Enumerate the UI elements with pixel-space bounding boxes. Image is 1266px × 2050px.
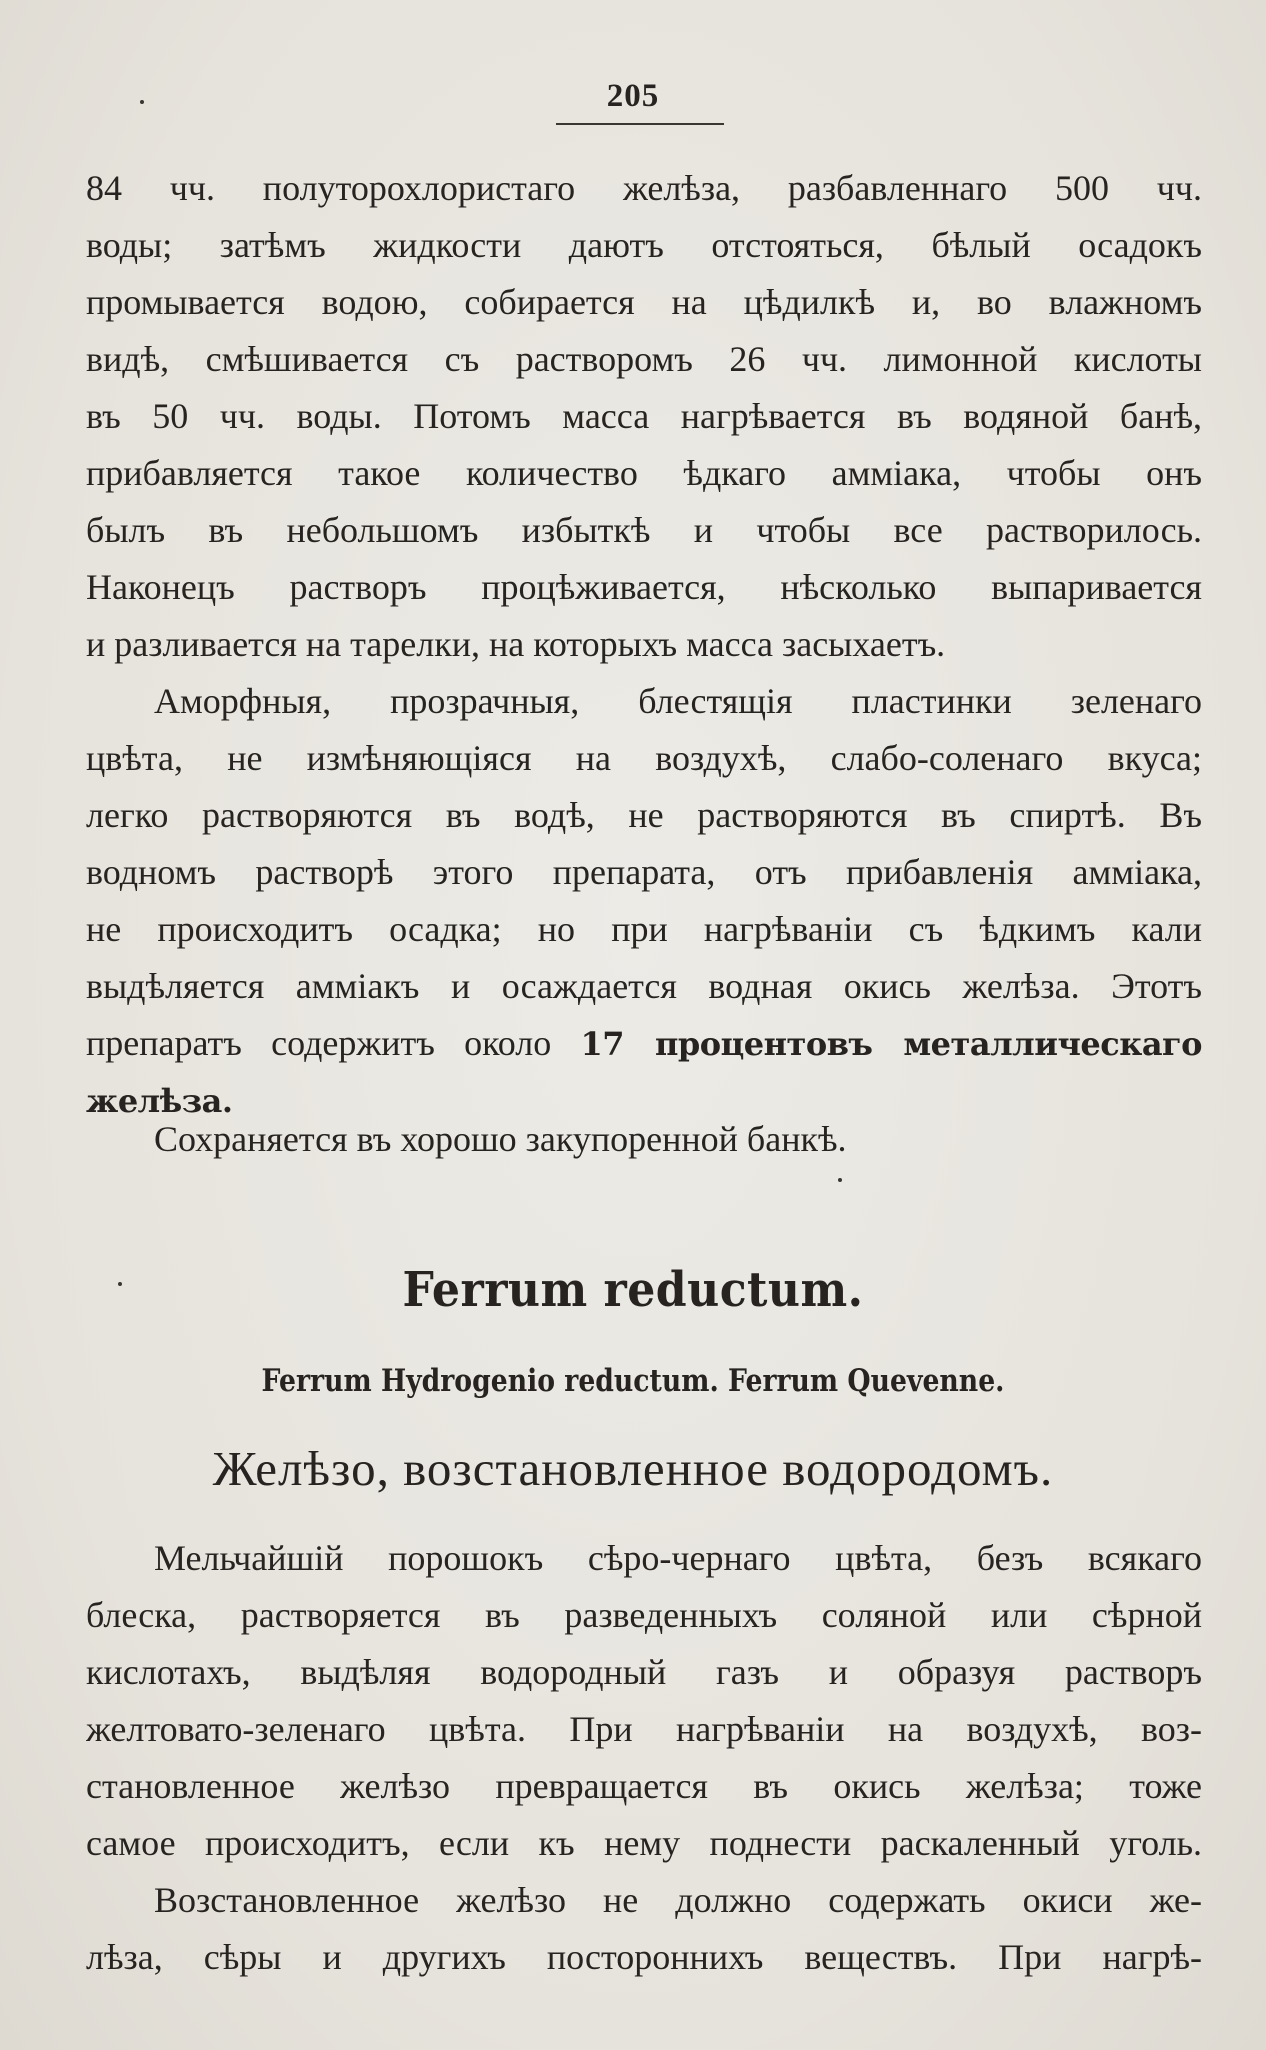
paragraph-5 [86, 1872, 1202, 1986]
text-line: водномъ растворѣ этого препарата, отъ прибавленія амміака, [86, 852, 1202, 892]
text-line: легко растворяются въ водѣ, не растворяются въ спиртѣ. Въ [86, 795, 1202, 835]
text-line: и разливается на тарелки, на которыхъ масса засыхаетъ. [86, 624, 946, 664]
page-number: 205 [606, 78, 660, 114]
paragraph-3 [86, 1111, 1202, 1168]
text-line: въ 50 чч. воды. Потомъ масса нагрѣвается въ водяной банѣ, [86, 396, 1202, 436]
text-plain: препаратъ содержитъ около [86, 1023, 581, 1063]
text-line: Возстановленное желѣзо не должно содержать окиси же- [154, 1880, 1202, 1920]
print-speck [118, 1282, 122, 1286]
text-line: Сохраняется въ хорошо закупоренной банкѣ. [154, 1119, 847, 1159]
text-line: былъ въ небольшомъ избыткѣ и чтобы все растворилось. [86, 510, 1202, 550]
text-line: блеска, растворяется въ разведенныхъ соляной или сѣрной [86, 1595, 1202, 1635]
text-line: становленное желѣзо превращается въ окись желѣза; тоже [86, 1766, 1202, 1806]
text-line: цвѣта, не измѣняющіяся на воздухѣ, слабо-соленаго вкуса; [86, 738, 1202, 778]
text-line: выдѣляется амміакъ и осаждается водная окись желѣза. Этотъ [86, 966, 1202, 1006]
text-line: Аморфныя, прозрачныя, блестящія пластинки зеленаго [154, 681, 1202, 721]
text-line: желтовато-зеленаго цвѣта. При нагрѣваніи на воздухѣ, воз- [86, 1709, 1202, 1749]
paragraph-1 [86, 160, 1202, 673]
text-line: не происходитъ осадка; но при нагрѣваніи съ ѣдкимъ кали [86, 909, 1202, 949]
text-line: воды; затѣмъ жидкости даютъ отстояться, бѣлый осадокъ [86, 225, 1202, 265]
text-line: видѣ, смѣшивается съ растворомъ 26 чч. лимонной кислоты [86, 339, 1202, 379]
text-bold: 17 процентовъ металлическаго [580, 1025, 1202, 1063]
text-line: Наконецъ растворъ процѣживается, нѣсколько выпаривается [86, 567, 1202, 607]
text-line: прибавляется такое количество ѣдкаго амміака, чтобы онъ [86, 453, 1202, 493]
section-heading-russian: Желѣзо, возстановленное водородомъ. [212, 1441, 1054, 1496]
text-line: самое происходитъ, если къ нему поднести раскаленный уголь. [86, 1823, 1202, 1863]
text-bold: желѣза. [86, 1082, 233, 1120]
text-line: лѣза, сѣры и другихъ постороннихъ веществъ. При нагрѣ- [86, 1937, 1202, 1977]
paragraph-2 [86, 673, 1202, 1129]
text-line: Мельчайшій порошокъ сѣро-чернаго цвѣта, безъ всякаго [154, 1538, 1202, 1578]
page-number-rule [556, 123, 724, 125]
text-line: кислотахъ, выдѣляя водородный газъ и образуя растворъ [86, 1652, 1202, 1692]
text-line-mixed [86, 1015, 1202, 1072]
section-subheading-synonyms: Ferrum Hydrogenio reductum. Ferrum Quevenne. [261, 1363, 1005, 1399]
section-heading-latin: Ferrum reductum. [402, 1262, 864, 1318]
text-line: промывается водою, собирается на цѣдилкѣ и, во влажномъ [86, 282, 1202, 322]
print-speck [140, 100, 144, 104]
print-speck [838, 1178, 842, 1182]
text-line: 84 чч. полуторохлористаго желѣза, разбавленнаго 500 чч. [86, 168, 1202, 208]
paragraph-4 [86, 1530, 1202, 1872]
